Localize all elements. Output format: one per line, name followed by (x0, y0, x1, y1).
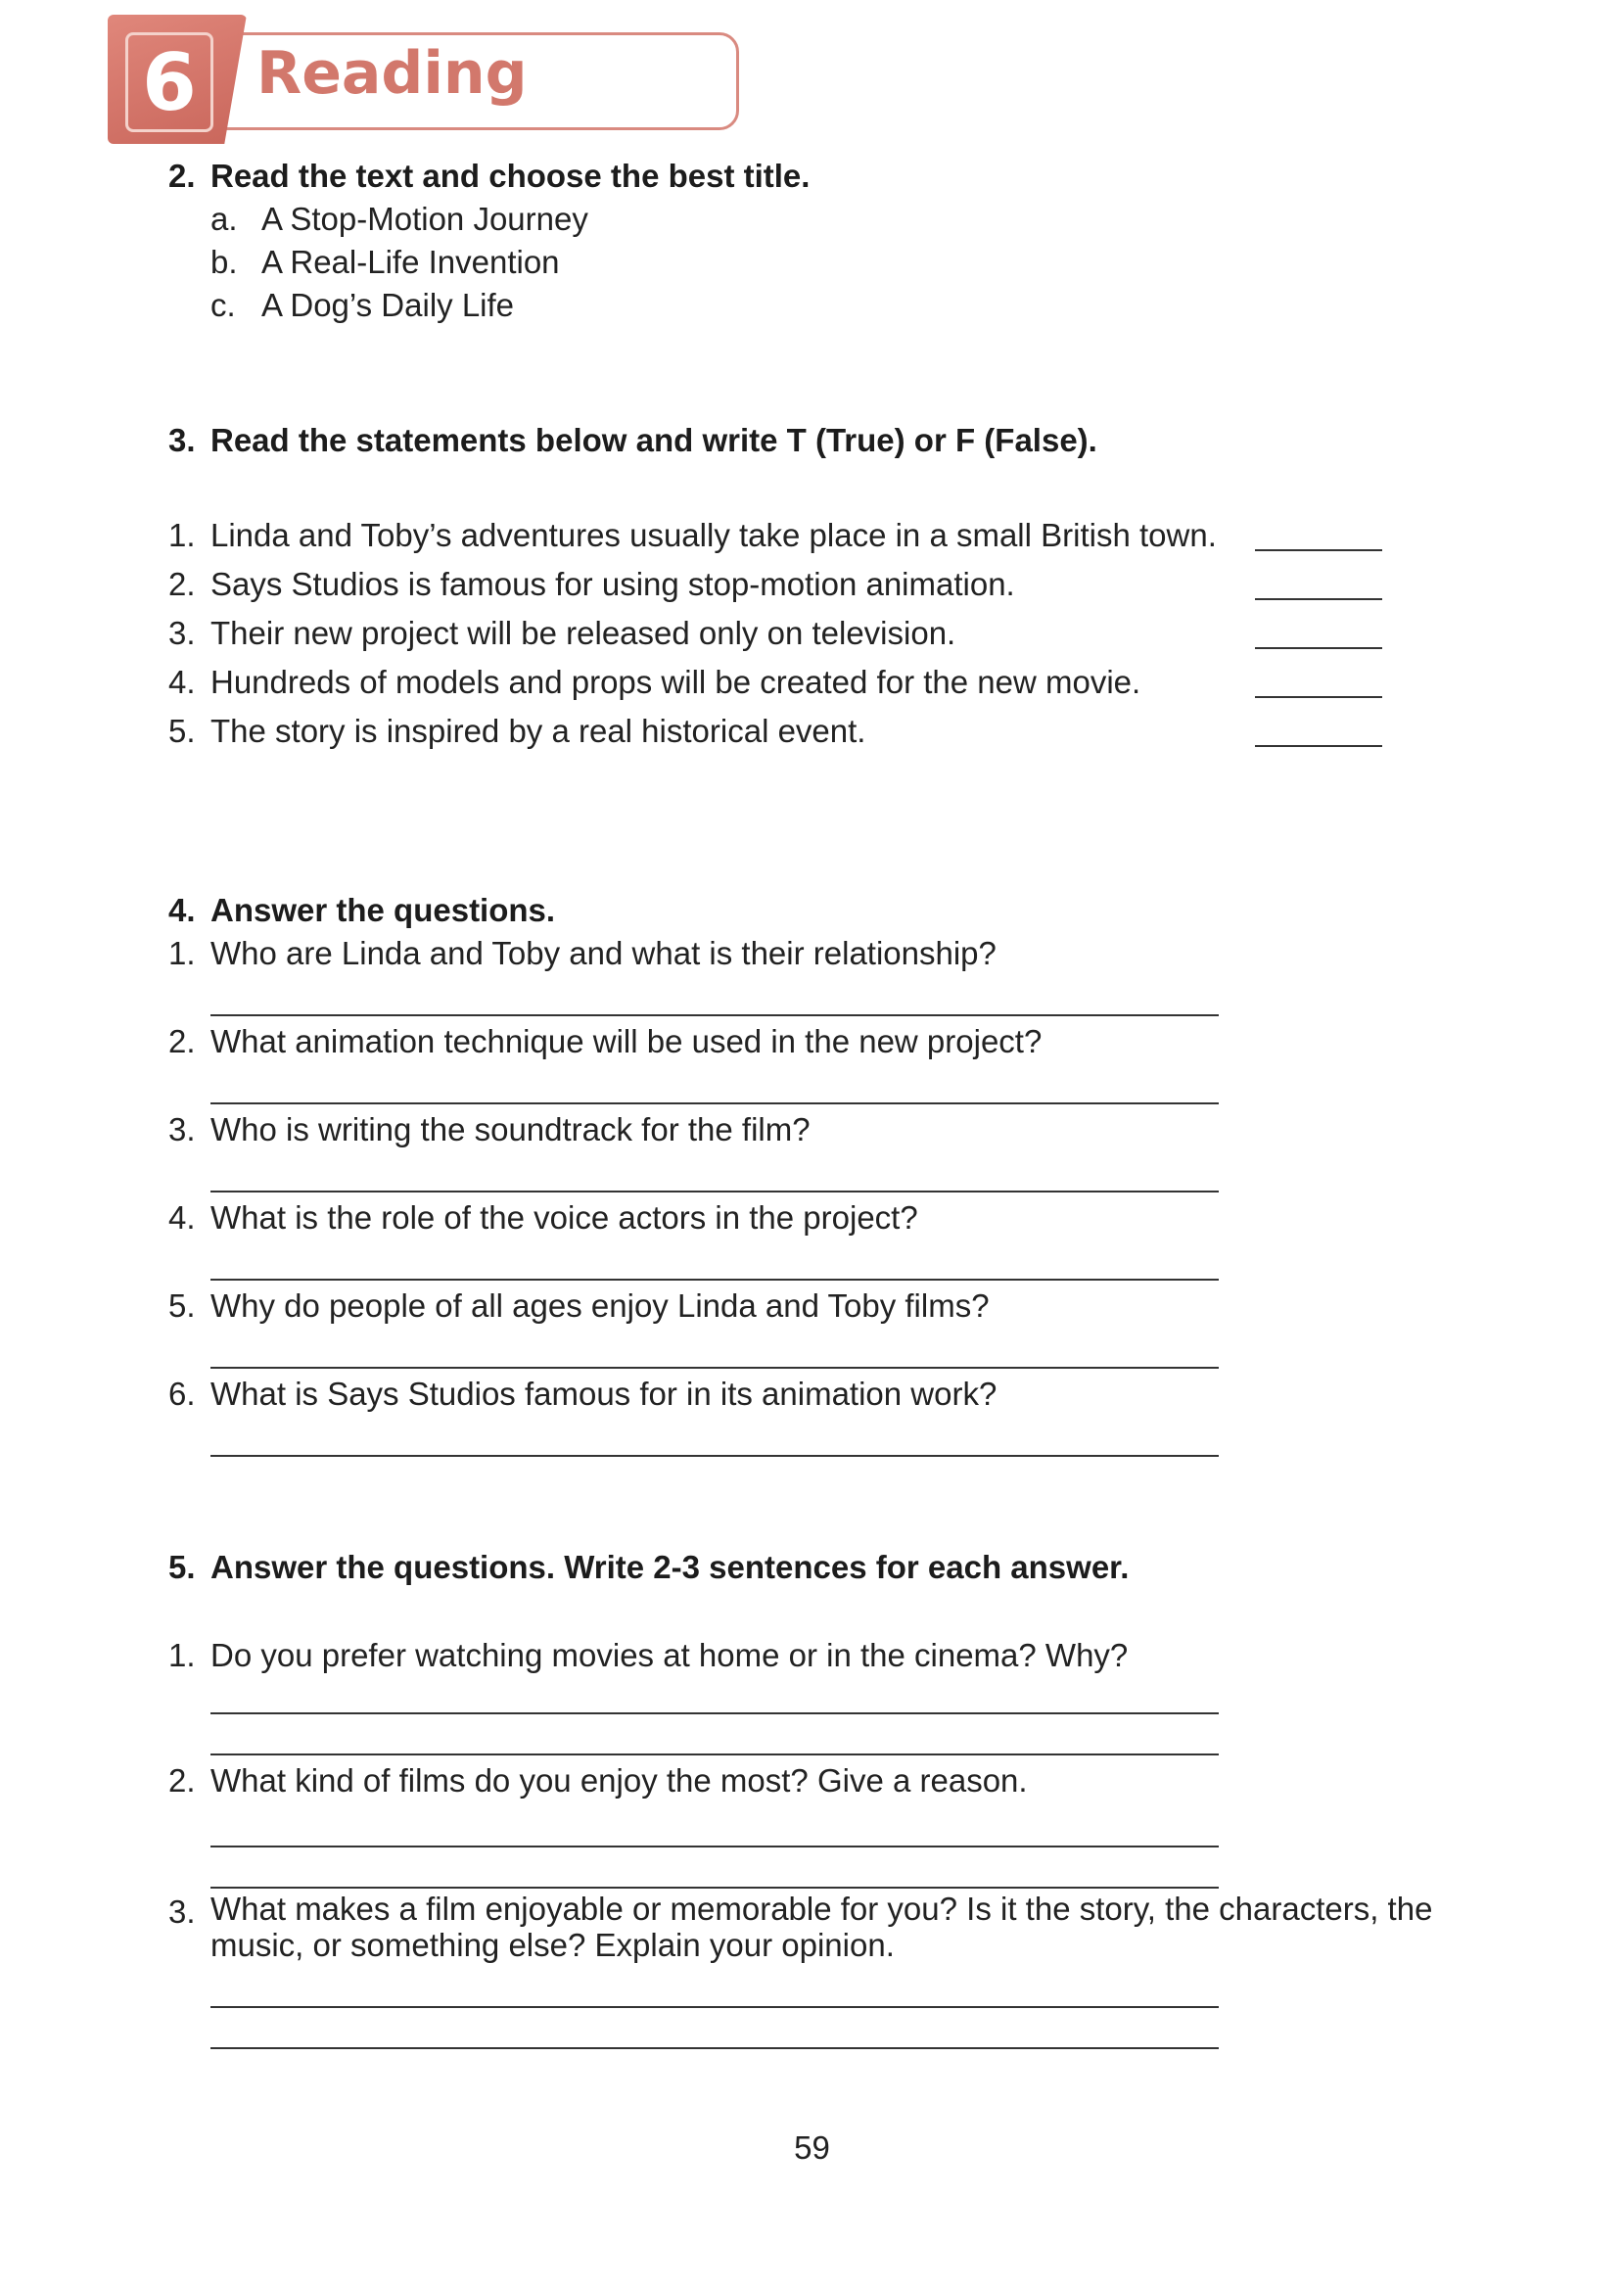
question-text: What makes a film enjoyable or memorable for you? Is it the story, the characters, the music, or something else? Explain your opinion. (210, 1891, 1433, 1963)
statement-number: 4. (168, 664, 196, 700)
exercise-instruction: Answer the questions. Write 2-3 sentences for each answer. (210, 1549, 1130, 1585)
answer-line[interactable] (210, 2008, 1219, 2049)
exercise-5-heading (168, 1546, 1480, 1589)
option-letter: b. (210, 244, 238, 280)
exercise-4-heading (168, 889, 1480, 932)
answer-line[interactable] (210, 1714, 1219, 1755)
statement-text: Says Studios is famous for using stop-motion animation. (210, 566, 1015, 602)
question-5 (168, 1285, 1480, 1328)
statement-5 (168, 707, 1480, 756)
exercise-number: 2. (168, 158, 196, 194)
answer-blank[interactable] (1255, 549, 1382, 551)
exercise-2 (168, 155, 1480, 327)
statement-text: Hundreds of models and props will be created for the new movie. (210, 664, 1141, 700)
answer-line[interactable] (210, 975, 1219, 1016)
question-number: 2. (168, 1762, 196, 1799)
answer-blank[interactable] (1255, 647, 1382, 649)
question-number: 6. (168, 1376, 196, 1412)
option-a[interactable] (168, 198, 1480, 241)
answer-line[interactable] (210, 1963, 1219, 2008)
statement-2 (168, 560, 1480, 609)
answer-line[interactable] (210, 1416, 1219, 1457)
statement-text: Linda and Toby’s adventures usually take place in a small British town. (210, 517, 1217, 553)
option-text: A Stop-Motion Journey (261, 201, 588, 237)
question-6 (168, 1373, 1480, 1416)
question-3 (168, 1891, 1480, 1963)
answer-blank[interactable] (1255, 598, 1382, 600)
statement-number: 3. (168, 615, 196, 651)
page-number: 59 (794, 2129, 830, 2166)
exercise-instruction: Read the statements below and write T (True) or F (False). (210, 422, 1097, 458)
statement-text: Their new project will be released only on television. (210, 615, 956, 651)
answer-blank[interactable] (1255, 745, 1382, 747)
option-c[interactable] (168, 284, 1480, 327)
option-letter: a. (210, 201, 238, 237)
statement-number: 2. (168, 566, 196, 602)
answer-line[interactable] (210, 1802, 1219, 1847)
exercise-4 (168, 889, 1480, 1457)
answer-line[interactable] (210, 1328, 1219, 1369)
exercise-instruction: Read the text and choose the best title. (210, 158, 811, 194)
question-text: Why do people of all ages enjoy Linda and Toby films? (210, 1287, 990, 1324)
question-text: What kind of films do you enjoy the most? Give a reason. (210, 1762, 1028, 1799)
answer-line[interactable] (210, 1847, 1219, 1889)
question-2 (168, 1759, 1480, 1802)
question-number: 4. (168, 1199, 196, 1236)
statement-number: 5. (168, 713, 196, 749)
answer-line[interactable] (210, 1063, 1219, 1104)
option-b[interactable] (168, 241, 1480, 284)
section-title: Reading (256, 39, 528, 108)
answer-line[interactable] (210, 1151, 1219, 1192)
unit-header (108, 15, 744, 147)
statement-text: The story is inspired by a real historical event. (210, 713, 866, 749)
question-text: Who is writing the soundtrack for the film? (210, 1111, 811, 1147)
question-3 (168, 1108, 1480, 1151)
exercise-3 (168, 419, 1480, 756)
exercise-3-heading (168, 419, 1480, 462)
question-number: 1. (168, 1637, 196, 1673)
statement-4 (168, 658, 1480, 707)
statement-1 (168, 511, 1480, 560)
exercise-number: 4. (168, 892, 196, 928)
question-text: What is the role of the voice actors in the project? (210, 1199, 918, 1236)
answer-blank[interactable] (1255, 696, 1382, 698)
question-1 (168, 932, 1480, 975)
exercise-number: 5. (168, 1549, 196, 1585)
statement-number: 1. (168, 517, 196, 553)
question-text: What animation technique will be used in the new project? (210, 1023, 1043, 1059)
question-1 (168, 1634, 1480, 1677)
statement-3 (168, 609, 1480, 658)
answer-line[interactable] (210, 1239, 1219, 1281)
question-number: 3. (168, 1894, 196, 1930)
question-text: Who are Linda and Toby and what is their relationship? (210, 935, 997, 971)
question-number: 2. (168, 1023, 196, 1059)
option-letter: c. (210, 287, 236, 323)
exercise-5 (168, 1546, 1480, 2049)
exercise-number: 3. (168, 422, 196, 458)
option-text: A Real-Life Invention (261, 244, 560, 280)
question-number: 5. (168, 1287, 196, 1324)
unit-number: 6 (125, 32, 213, 132)
question-text: Do you prefer watching movies at home or in the cinema? Why? (210, 1637, 1129, 1673)
question-text: What is Says Studios famous for in its animation work? (210, 1376, 998, 1412)
exercise-instruction: Answer the questions. (210, 892, 556, 928)
question-2 (168, 1020, 1480, 1063)
option-text: A Dog’s Daily Life (261, 287, 515, 323)
answer-line[interactable] (210, 1677, 1219, 1714)
question-number: 1. (168, 935, 196, 971)
question-number: 3. (168, 1111, 196, 1147)
question-4 (168, 1196, 1480, 1239)
exercise-2-heading (168, 155, 1480, 198)
